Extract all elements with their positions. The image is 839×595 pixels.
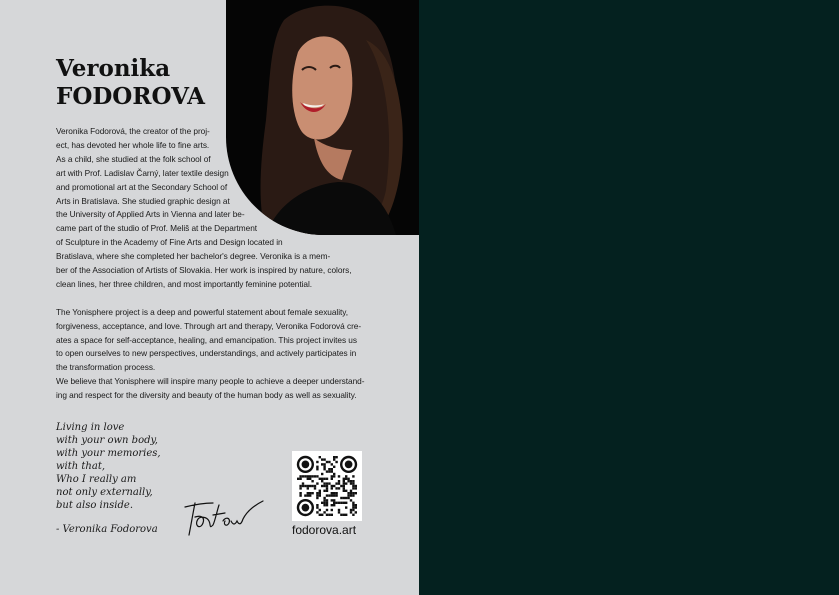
bio-line: came part of the studio of Prof. Meliš at the Department — [56, 223, 258, 234]
website-link[interactable]: fodorova.art — [292, 523, 357, 537]
bio-line: and promotional art at the Secondary School of — [56, 181, 228, 192]
poem-line: Who I really am — [56, 474, 137, 485]
bio-line: Arts in Bratislava. She studied graphic design at — [56, 195, 230, 206]
right-page — [419, 0, 839, 595]
qr-code-icon[interactable] — [292, 451, 362, 521]
bio-line: Bratislava, where she completed her bachelor's degree. Veronika is a mem- — [56, 251, 331, 262]
biography — [56, 125, 366, 403]
artist-name — [56, 55, 205, 111]
project-line: We believe that Yonisphere will inspire many people to achieve a deeper understand- — [56, 376, 365, 387]
project-line: The Yonisphere project is a deep and powerful statement about female sexuality, — [56, 306, 349, 317]
poem-line: with that, — [56, 461, 106, 472]
bio-line: ber of the Association of Artists of Slovakia. Her work is inspired by nature, colors, — [56, 265, 352, 276]
project-line: the transformation process. — [56, 362, 156, 373]
project-line: to open ourselves to new perspectives, understandings, and actively participates in — [56, 348, 357, 359]
bio-line: ect, has devoted her whole life to fine arts. — [56, 139, 210, 150]
project-line: ing and respect for the diversity and beauty of the human body as well as sexuality. — [56, 390, 357, 401]
last-name: FODOROVA — [56, 83, 205, 110]
poem-line: but also inside. — [56, 500, 133, 511]
bio-line: Veronika Fodorová, the creator of the proj- — [56, 126, 210, 136]
signature-icon — [183, 495, 265, 544]
poem-author: - Veronika Fodorova — [56, 524, 158, 535]
left-page — [0, 0, 419, 595]
project-line: ates a space for self-acceptance, healing, and emancipation. This project invites us — [56, 334, 357, 345]
poem — [56, 421, 161, 512]
poem-line: not only externally, — [56, 487, 153, 498]
bio-line: art with Prof. Ladislav Čarný, later textile design — [56, 167, 229, 178]
bio-line: of Sculpture in the Academy of Fine Arts and Design located in — [56, 237, 283, 248]
project-line: forgiveness, acceptance, and love. Through art and therapy, Veronika Fodorová cre- — [56, 320, 362, 331]
poem-line: Living in love — [56, 422, 125, 433]
first-name: Veronika — [56, 55, 171, 82]
bio-line: As a child, she studied at the folk school of — [56, 153, 211, 164]
bio-line: clean lines, her three children, and most importantly feminine potential. — [56, 278, 312, 289]
poem-line: with your memories, — [56, 448, 161, 459]
bio-line: the University of Applied Arts in Vienna and later be- — [56, 209, 245, 220]
poem-line: with your own body, — [56, 435, 158, 446]
